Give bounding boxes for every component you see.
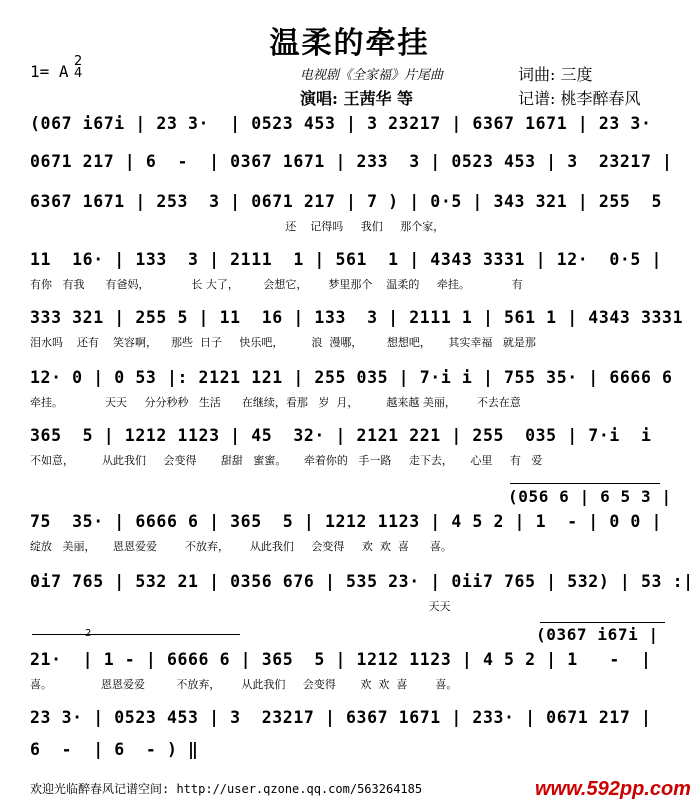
interlude-bracket-line bbox=[540, 622, 665, 623]
notation-line: 75 35· | 6666 6 | 365 5 | 1212 1123 | 4 5 2 | 1 - | 0 0 | bbox=[30, 512, 663, 531]
site-watermark[interactable]: www.592pp.com bbox=[535, 778, 691, 800]
score-row-10 bbox=[0, 650, 699, 710]
singers: 演唱: 王茜华 等 bbox=[300, 89, 414, 108]
lyric-line: 还 记得吗 我们 那个家， bbox=[30, 220, 445, 233]
song-title: 温柔的牵挂 bbox=[269, 26, 430, 61]
score-row-7 bbox=[0, 426, 699, 486]
second-ending-bracket bbox=[32, 634, 240, 635]
time-signature bbox=[74, 56, 82, 80]
score-row-6 bbox=[0, 368, 699, 428]
lyric-line: 喜。 恩恩爱爱 不放弃， 从此我们 会变得 欢 欢 喜 喜。 bbox=[30, 678, 458, 691]
interlude-fragment: (0367 i67i | bbox=[536, 625, 659, 644]
notation-line: 21· | 1 - | 6666 6 | 365 5 | 1212 1123 | 4 5 2 | 1 - | bbox=[30, 650, 652, 669]
second-ending-number: 2 bbox=[85, 628, 92, 639]
prelude-bracket-line bbox=[510, 483, 660, 484]
key-signature: 1= A bbox=[30, 62, 69, 81]
notation-line: 11 16· | 133 3 | 2111 1 | 561 1 | 4343 3331 | 12· 0·5 | bbox=[30, 250, 663, 269]
lyric-line: 绽放 美丽， 恩恩爱爱 不放弃， 从此我们 会变得 欢 欢 喜 喜。 bbox=[30, 540, 452, 553]
transcriber: 记谱: 桃李醉春风 bbox=[518, 89, 641, 108]
meter-bottom: 4 bbox=[74, 66, 83, 81]
score-row-5 bbox=[0, 308, 699, 368]
notation-line: 0671 217 | 6 - | 0367 1671 | 233 3 | 0523 453 | 3 23217 | bbox=[30, 152, 673, 171]
lyric-line: 天天 bbox=[30, 600, 451, 613]
lyric-line: 牵挂。 天天 分分秒秒 生活 在继续，看那 岁 月， 越来越 美丽， 不去在意 bbox=[30, 396, 521, 409]
lyric-line: 有你 有我 有爸妈， 长 大了， 会想它， 梦里那个 温柔的 牵挂。 有 bbox=[30, 278, 523, 291]
notation-line: 6 - | 6 - ) ‖ bbox=[30, 740, 199, 759]
lyricist-composer: 词曲: 三度 bbox=[518, 65, 593, 84]
lyric-line: 泪水吗 还有 笑容啊， 那些 日子 快乐吧， 浪 漫哪， 想想吧， 其实幸福 就是那 bbox=[30, 336, 536, 349]
footer-link-text[interactable]: 欢迎光临醉春风记谱空间: http://user.qzone.qq.com/563264185 bbox=[30, 782, 423, 796]
score-row-3 bbox=[0, 192, 699, 252]
source-note: 电视剧《全家福》片尾曲 bbox=[300, 68, 444, 83]
notation-line: 333 321 | 255 5 | 11 16 | 133 3 | 2111 1 | 561 1 | 4343 3331 bbox=[30, 308, 684, 327]
score-row-4 bbox=[0, 250, 699, 310]
notation-line: 23 3· | 0523 453 | 3 23217 | 6367 1671 | 233· | 0671 217 | bbox=[30, 708, 652, 727]
notation-line: 6367 1671 | 253 3 | 0671 217 | 7 ) | 0·5 | 343 321 | 255 5 bbox=[30, 192, 663, 211]
score-row-9 bbox=[0, 572, 699, 632]
notation-line: (067 i67i | 23 3· | 0523 453 | 3 23217 | 6367 1671 | 23 3· bbox=[30, 114, 652, 133]
lyric-line: 不如意， 从此我们 会变得 甜甜 蜜蜜。 牵着你的 手一路 走下去， 心里 有 爱 bbox=[30, 454, 543, 467]
prelude-fragment: (056 6 | 6 5 3 | bbox=[508, 487, 672, 506]
notation-line: 12· 0 | 0 53 |: 2121 121 | 255 035 | 7·i i | 755 35· | 6666 6 bbox=[30, 368, 673, 387]
notation-line: 365 5 | 1212 1123 | 45 32· | 2121 221 | 255 035 | 7·i i bbox=[30, 426, 652, 445]
notation-line: 0i7 765 | 532 21 | 0356 676 | 535 23· | 0ii7 765 | 532) | 53 :| bbox=[30, 572, 694, 591]
meter-top: 2 bbox=[74, 54, 83, 69]
score-row-8 bbox=[0, 512, 699, 572]
